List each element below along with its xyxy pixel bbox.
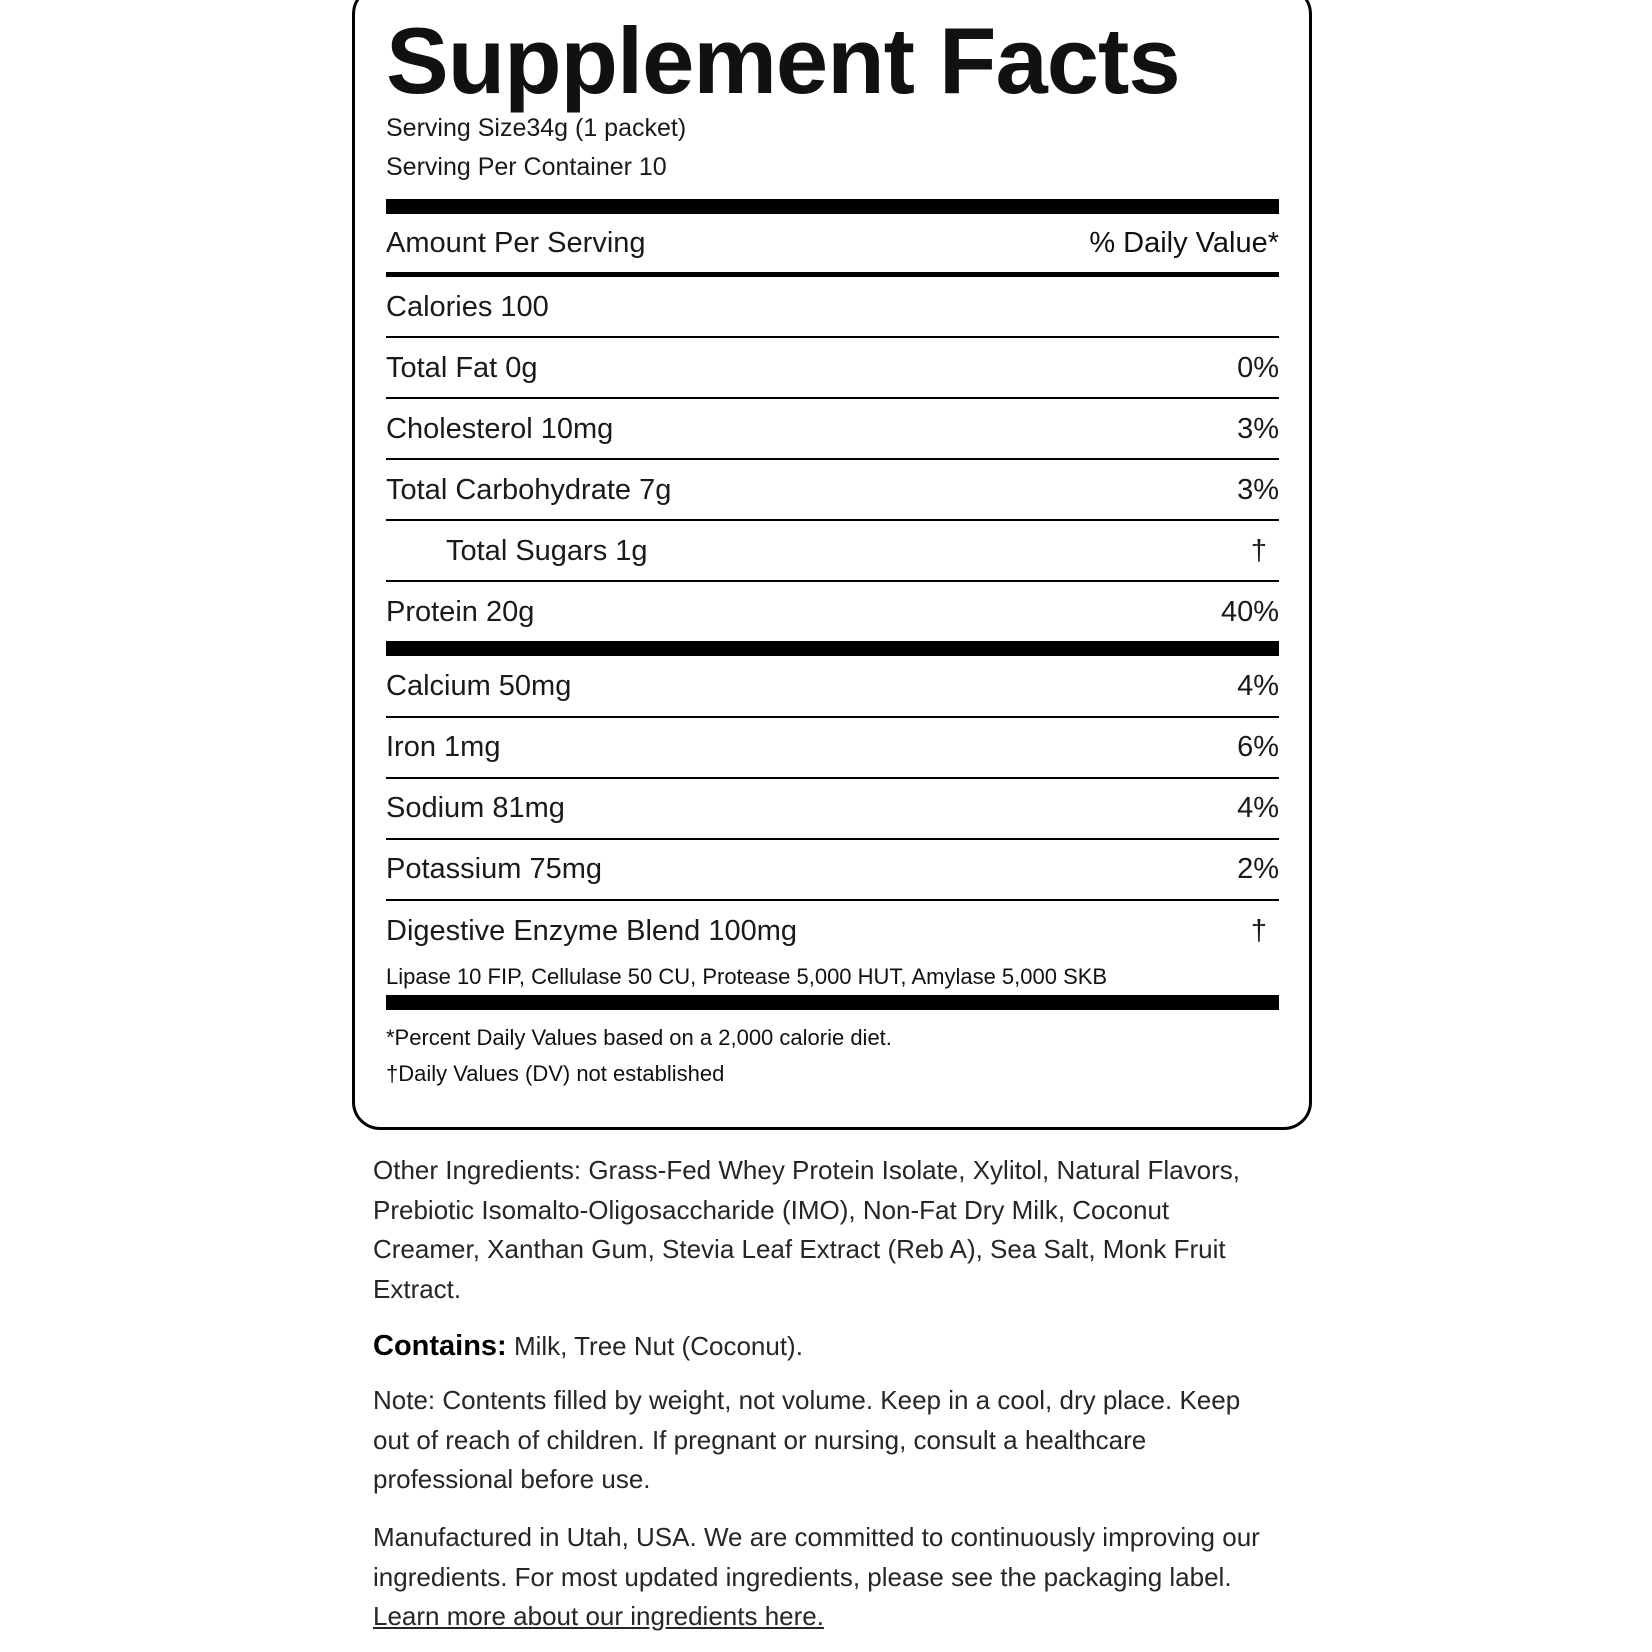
manufactured-text: Manufactured in Utah, USA. We are committed to continuously improving our ingredients. For most updated ingredients, please see the packaging label.: [373, 1522, 1260, 1592]
nutrient-label: Cholesterol 10mg: [386, 413, 614, 445]
daily-value-label: % Daily Value*: [1089, 227, 1279, 259]
mineral-label: Calcium 50mg: [386, 670, 572, 702]
divider-thin: [386, 777, 1279, 779]
divider-thin: [386, 458, 1279, 460]
supplement-facts-panel: [352, 0, 1312, 1130]
mineral-row-calcium: [386, 666, 1279, 706]
dagger-mark: †: [1250, 535, 1267, 567]
divider-thin: [386, 838, 1279, 840]
nutrient-row-total-carbohydrate: [386, 470, 1279, 510]
divider-medium: [386, 272, 1279, 277]
mineral-row-potassium: [386, 849, 1279, 889]
nutrient-dv: 3%: [1237, 474, 1279, 506]
mineral-dv: 4%: [1237, 670, 1279, 702]
footnote-dv-not-established: †Daily Values (DV) not established: [386, 1061, 725, 1086]
calories-label: Calories 100: [386, 291, 549, 323]
mineral-dv: 6%: [1237, 731, 1279, 763]
divider-thin: [386, 336, 1279, 338]
calories-row: [386, 287, 1279, 327]
mineral-dv: 2%: [1237, 853, 1279, 885]
divider-thick: [386, 199, 1279, 214]
divider-thick: [386, 641, 1279, 656]
mineral-label: Potassium 75mg: [386, 853, 602, 885]
nutrient-row-total-sugars: [386, 531, 1279, 571]
nutrient-label: Total Sugars 1g: [446, 535, 648, 567]
enzyme-blend-label: Digestive Enzyme Blend 100mg: [386, 915, 798, 947]
divider-thin: [386, 519, 1279, 521]
enzyme-blend-row: [386, 911, 1279, 951]
divider-thin: [386, 899, 1279, 901]
facts-title: Supplement Facts: [386, 8, 1180, 113]
mineral-label: Sodium 81mg: [386, 792, 565, 824]
nutrient-row-protein: [386, 592, 1279, 632]
footnote-daily-values: *Percent Daily Values based on a 2,000 calorie diet.: [386, 1025, 892, 1050]
nutrient-label: Total Carbohydrate 7g: [386, 474, 672, 506]
divider-thick: [386, 995, 1279, 1010]
nutrient-row-total-fat: [386, 348, 1279, 388]
nutrient-dv: 40%: [1220, 596, 1279, 628]
divider-thin: [386, 397, 1279, 399]
other-ingredients: Other Ingredients: Grass-Fed Whey Protein Isolate, Xylitol, Natural Flavors, Prebiotic Isomalto-Oligosaccharide (IMO), Non-Fat Dry Milk, Coconut Creamer, Xanthan Gum, Stevia Leaf Extract (Reb A), Sea Salt, Monk Fruit Extract.: [373, 1155, 1241, 1304]
contains-text: Milk, Tree Nut (Coconut).: [513, 1331, 803, 1361]
divider-thin: [386, 580, 1279, 582]
nutrient-dv: 3%: [1237, 413, 1279, 445]
amount-per-serving-label: Amount Per Serving: [386, 227, 646, 259]
contains-label: Contains:: [373, 1330, 507, 1362]
nutrient-label: Protein 20g: [386, 596, 535, 628]
divider-thin: [386, 716, 1279, 718]
manufactured-statement: [373, 1518, 1273, 1637]
serving-size: Serving Size34g (1 packet): [386, 114, 687, 142]
mineral-row-iron: [386, 727, 1279, 767]
contains-statement: [373, 1327, 1273, 1367]
dagger-mark: †: [1250, 915, 1267, 947]
mineral-dv: 4%: [1237, 792, 1279, 824]
storage-note: Note: Contents filled by weight, not volume. Keep in a cool, dry place. Keep out of reach of children. If pregnant or nursing, consult a healthcare professional before use.: [373, 1385, 1241, 1494]
facts-header-row: [386, 223, 1279, 263]
nutrient-row-cholesterol: [386, 409, 1279, 449]
nutrient-label: Total Fat 0g: [386, 352, 538, 384]
servings-per-container: Serving Per Container 10: [386, 153, 667, 181]
nutrient-dv: 0%: [1237, 352, 1279, 384]
enzyme-blend-detail: Lipase 10 FIP, Cellulase 50 CU, Protease 5,000 HUT, Amylase 5,000 SKB: [386, 964, 1108, 989]
mineral-label: Iron 1mg: [386, 731, 501, 763]
learn-more-ingredients-link[interactable]: Learn more about our ingredients here.: [373, 1601, 824, 1631]
mineral-row-sodium: [386, 788, 1279, 828]
